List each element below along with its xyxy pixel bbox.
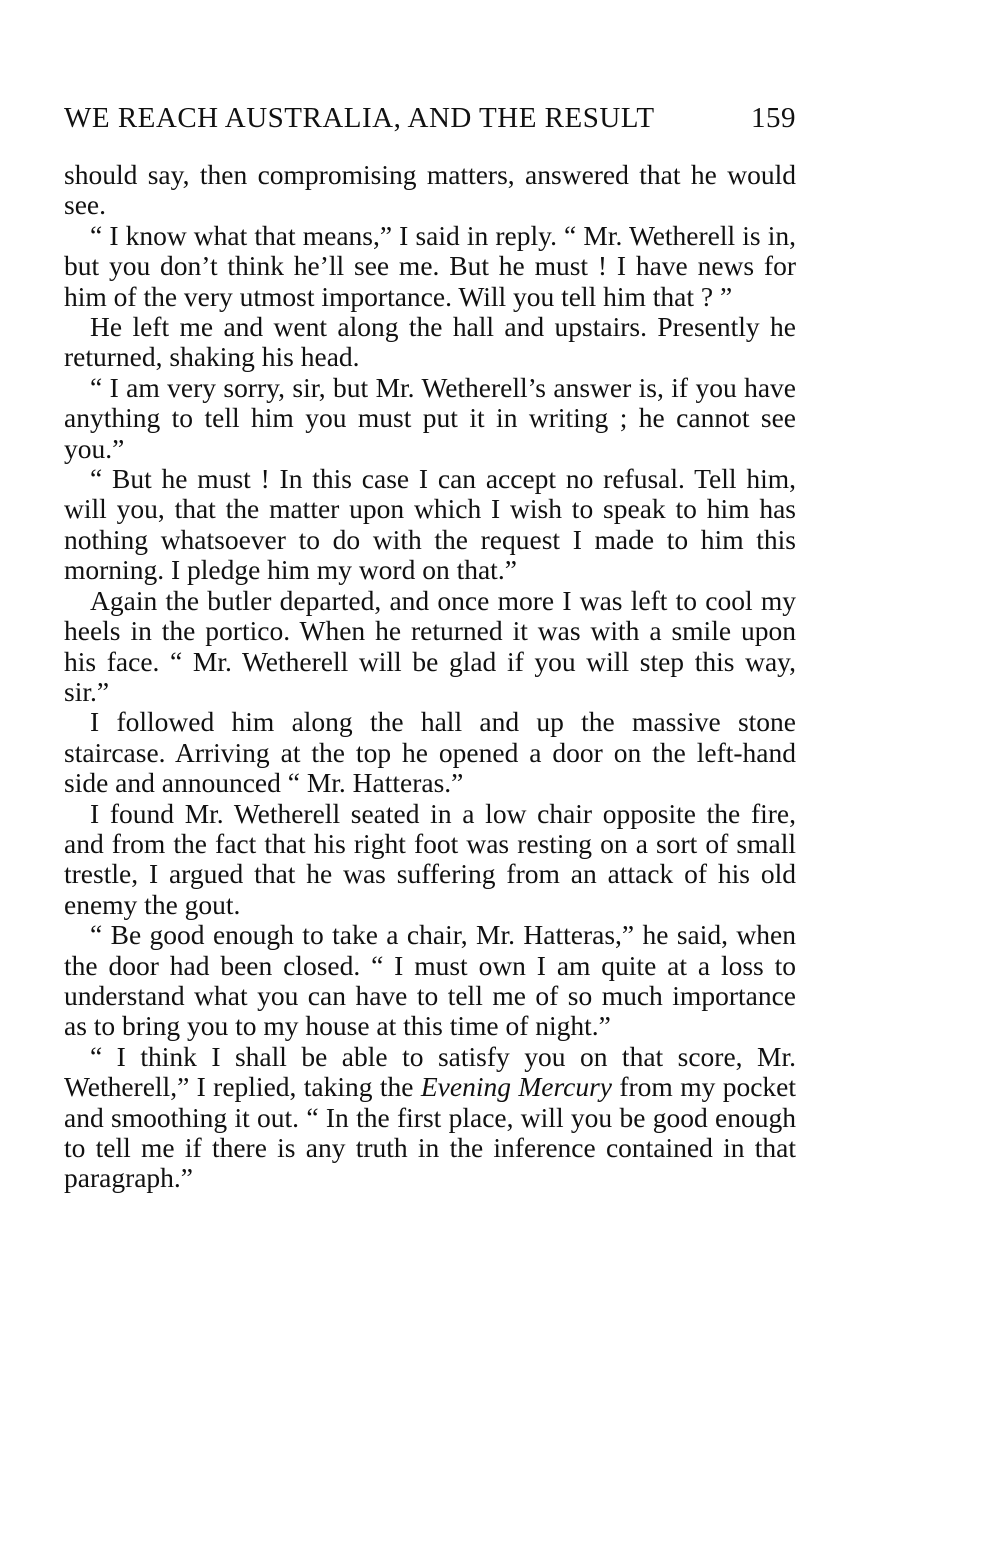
running-head [64, 98, 796, 142]
paragraph-10-end: from my pocket and smoothing it out. “ In the first place, will you be good enough to tell me if there is any truth in the inference contained in that paragraph.” [64, 1071, 797, 1194]
paragraph-9: “ Be good enough to take a chair, Mr. Hatteras,” he said, when the door had been closed. “ I must own I am quite at a loss to understand what you can have to tell me of so much importance as to bring you to my house at this time of night.” [64, 919, 796, 1042]
chapter-title: WE REACH AUSTRALIA, AND THE RESULT [64, 102, 655, 134]
body-text [64, 160, 796, 1194]
paragraph-5: “ But he must ! In this case I can accept no refusal. Tell him, will you, that the matter upon which I wish to speak to him has nothing whatsoever to do with the request I made to him this morning. I pledge him my word on that.” [64, 463, 796, 586]
paragraph-4: “ I am very sorry, sir, but Mr. Wetherell’s answer is, if you have anything to tell him you must put it in writing ; he cannot see you.” [64, 371, 796, 464]
paragraph-2: “ I know what that means,” I said in reply. “ Mr. Wetherell is in, but you don’t think he’ll see me. But he must ! I have news for him of the very utmost importance. Will you tell him that ? ” [64, 219, 796, 312]
paragraph-7: I followed him along the hall and up the massive stone staircase. Arriving at the top he opened a door on the left-hand side and announced “ Mr. Hatteras.” [64, 706, 796, 799]
newspaper-title: Evening Mercury [420, 1071, 612, 1103]
paragraph-6: Again the butler departed, and once more I was left to cool my heels in the portico. When he returned it was with a smile upon his face. “ Mr. Wetherell will be glad if you will step this way, sir.” [64, 584, 796, 707]
paragraph-1: should say, then compromising matters, answered that he would see. [64, 159, 796, 221]
paragraph-3: He left me and went along the hall and upstairs. Presently he returned, shaking his head. [64, 311, 796, 373]
book-page [64, 98, 796, 1194]
page-number: 159 [751, 102, 796, 134]
paragraph-10 [64, 1042, 796, 1194]
paragraph-10-start: “ I think I shall be able to satisfy you on that score, Mr. Wetherell,” I replied, taking the [64, 1040, 796, 1103]
paragraph-8: I found Mr. Wetherell seated in a low chair opposite the fire, and from the fact that his right foot was resting on a sort of small trestle, I argued that he was suffering from an attack of his old enemy the gout. [64, 797, 796, 920]
